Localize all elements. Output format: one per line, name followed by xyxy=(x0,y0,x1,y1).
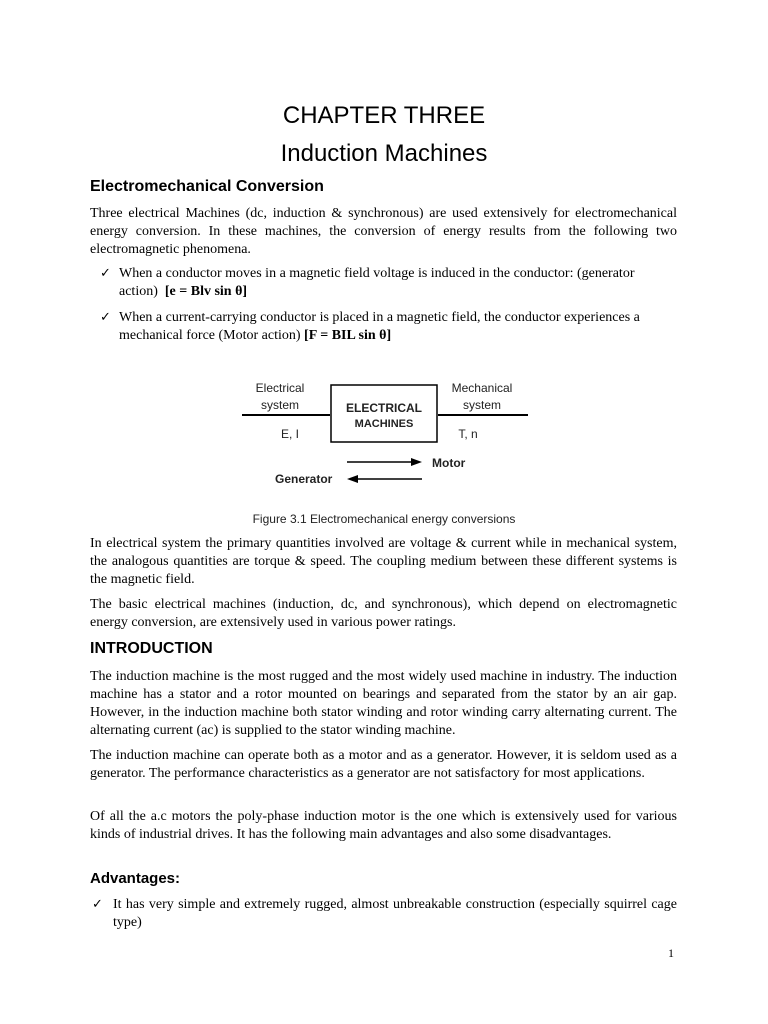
page-number: 1 xyxy=(668,946,674,960)
formula-generator: [e = Blv sin θ] xyxy=(164,284,248,299)
motor-arrowhead-icon xyxy=(411,458,422,466)
formula-motor: [F = BIL sin θ] xyxy=(304,328,392,343)
paragraph-intro: Three electrical Machines (dc, induction & synchronous) are used extensively for electromechanical energy conversion. In these machines, the conversion of energy results from the following two electromagnetic phenomena. xyxy=(90,206,677,257)
bullet-item-advantage xyxy=(92,896,677,932)
chapter-label: CHAPTER THREE xyxy=(282,102,486,129)
paragraph-basic-machines: The basic electrical machines (induction, dc, and synchronous), which depend on electromagnetic energy conversion, are extensively used in various power ratings. xyxy=(90,597,677,630)
electrical-system-label: Electrical xyxy=(255,381,305,395)
generator-arrowhead-icon xyxy=(347,475,358,483)
paragraph-polyphase: Of all the a.c motors the poly-phase induction motor is the one which is extensively used for various kinds of industrial drives. It has the following main advantages and also some disadvantages. xyxy=(90,809,677,842)
bullet-item-motor xyxy=(100,309,677,345)
bullet-text: When a current-carrying conductor is placed in a magnetic field, the conductor experiences a mechanical force (Motor action) [F = BIL sin θ] xyxy=(119,310,640,343)
conversion-diagram xyxy=(232,372,536,496)
figure-caption: Figure 3.1 Electromechanical energy conversions xyxy=(252,512,516,526)
paragraph-motor-generator: The induction machine can operate both as a motor and as a generator. However, it is seldom used as a generator. The performance characteristics as a generator are not satisfactory for most applications. xyxy=(90,748,677,781)
section-heading-electromechanical: Electromechanical Conversion xyxy=(90,178,324,195)
mechanical-system-label-2: system xyxy=(462,398,502,412)
paragraph-primary-quantities: In electrical system the primary quantities involved are voltage & current while in mechanical system, the analogous quantities are torque & speed. The coupling medium between these different systems is the magnetic field. xyxy=(90,536,677,587)
section-heading-introduction: INTRODUCTION xyxy=(90,640,213,657)
checkmark-icon: ✓ xyxy=(100,266,111,281)
checkmark-icon: ✓ xyxy=(92,897,103,912)
checkmark-icon: ✓ xyxy=(100,310,111,325)
bullet-text: It has very simple and extremely rugged, almost unbreakable construction (especially squirrel cage type) xyxy=(113,897,677,930)
mechanical-system-label: Mechanical xyxy=(451,381,513,395)
mechanical-quantities: T, n xyxy=(458,427,478,441)
chapter-title: Induction Machines xyxy=(280,140,488,167)
electrical-quantities: E, I xyxy=(280,427,300,441)
bullet-item-generator xyxy=(100,265,677,301)
electrical-system-label-2: system xyxy=(260,398,300,412)
box-label-line1: ELECTRICAL xyxy=(346,401,422,415)
box-label-line2: MACHINES xyxy=(354,418,414,430)
advantages-heading: Advantages: xyxy=(90,870,181,887)
paragraph-induction-machine: The induction machine is the most rugged and the most widely used machine in industry. The induction machine has a stator and a rotor mounted on bearings and separated from the stator by an air gap. However, in the induction machine both stator winding and rotor winding carry alternating current. The alternating current (ac) is supplied to the stator winding machine. xyxy=(90,669,677,738)
motor-label: Motor xyxy=(432,456,466,470)
bullet-text: When a conductor moves in a magnetic field voltage is induced in the conductor: (generator action) [e = Blv sin θ] xyxy=(119,266,635,299)
generator-label: Generator xyxy=(275,472,333,486)
